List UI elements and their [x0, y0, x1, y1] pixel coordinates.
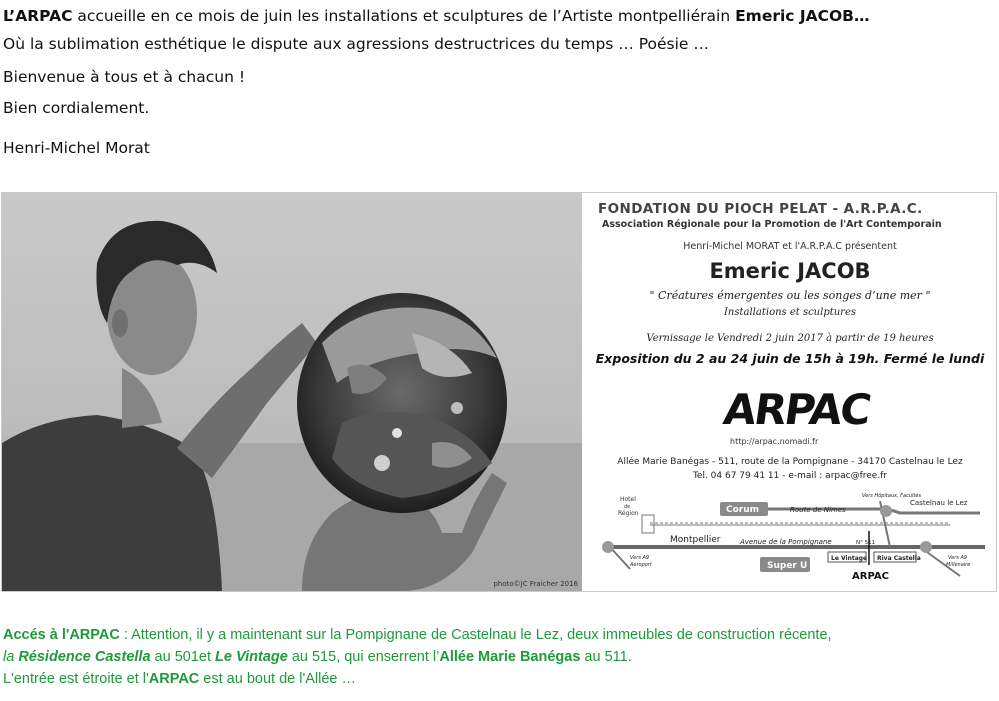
photo-illustration [2, 193, 582, 591]
vernissage-line: Vernissage le Vendredi 2 juin 2017 à partir de 19 heures [646, 333, 934, 344]
map-hotel-region-block [642, 515, 654, 533]
map-label-a9-millenaire-1: Vers A9 [948, 555, 968, 561]
artist-name: Emeric JACOB… [735, 7, 870, 25]
intro-text: accueille en ce mois de juin les installations et sculptures de l’Artiste montpelliérain [72, 7, 736, 25]
artist-title: Emeric JACOB [709, 259, 871, 283]
access-text-515: au 515, qui enserrent l’ [287, 649, 440, 665]
photo-credit: photo©JC Fraicher 2016 [493, 580, 578, 588]
map-label-super-u: Super U [767, 561, 808, 571]
access-line-2 [3, 646, 997, 668]
access-map [590, 491, 990, 589]
map-arpac-mini-logo: ARPAC [852, 571, 889, 582]
intro-line-2: Où la sublimation esthétique le dispute aux agressions destructrices du temps … Poésie … [3, 35, 709, 53]
access-text-511: au 511. [580, 649, 632, 665]
access-text-la: la [3, 649, 19, 665]
access-line-3 [3, 668, 997, 690]
intro-line-1 [3, 6, 870, 26]
access-arpac-2: ARPAC [148, 671, 200, 687]
intro-line-3: Bienvenue à tous et à chacun ! [3, 68, 246, 86]
map-label-a9-millenaire-2: Millénaire [946, 562, 971, 568]
map-label-riva: Riva Castella [877, 555, 921, 562]
signature: Henri-Michel Morat [3, 139, 150, 157]
artist-photo [2, 193, 582, 591]
fondation-title: FONDATION DU PIOCH PELAT - A.R.P.A.C. [598, 201, 923, 217]
access-text-1: : Attention, il y a maintenant sur la Pompignane de Castelnau le Lez, deux immeubles de construction récente, [119, 627, 832, 643]
association-name: Association Régionale pour la Promotion de l'Art Contemporain [602, 219, 942, 230]
exhibition-banner [1, 192, 997, 592]
access-text-bout: est au bout de l'Allée … [199, 671, 357, 687]
presents-line: Henri-Michel MORAT et l'A.R.P.A.C présentent [683, 241, 897, 252]
arpac-logo [720, 385, 873, 443]
map-label-de: de [624, 504, 631, 510]
map-roundabout-2 [602, 541, 614, 553]
map-label-a9-aeroport-1: Vers A9 [630, 555, 650, 561]
intro-line-4: Bien cordialement. [3, 99, 150, 117]
arpac-logo-text: ARPAC [720, 385, 873, 434]
access-vintage: Le Vintage [215, 649, 288, 665]
map-label-hopitaux: Vers Hôpitaux, Facultés [862, 493, 922, 499]
exhibition-info-panel [584, 193, 996, 591]
access-allee: Allée Marie Banégas [439, 649, 581, 665]
access-arpac: ARPAC [69, 627, 120, 643]
map-label-a9-aeroport-2: Aéroport [630, 562, 652, 568]
map-label-hotel: Hotel [620, 496, 636, 503]
address-line: Allée Marie Banégas - 511, route de la Pompignane - 34170 Castelnau le Lez [617, 457, 963, 467]
map-roundabout-3 [920, 541, 932, 553]
map-label-avenue: Avenue de la Pompignane [740, 538, 832, 546]
access-notice [3, 624, 997, 690]
access-line-1 [3, 624, 997, 646]
map-label-corum: Corum [726, 505, 760, 515]
access-text-entree: L'entrée est étroite et l' [3, 671, 149, 687]
map-label-montpellier: Montpellier [670, 535, 721, 545]
map-roundabout-1 [880, 505, 892, 517]
contact-line: Tel. 04 67 79 41 11 - e-mail : arpac@free.fr [692, 471, 888, 481]
exposition-dates: Exposition du 2 au 24 juin de 15h à 19h. Fermé le lundi [595, 351, 985, 366]
exhibition-subtitle: " Créatures émergentes ou les songes d’une mer " [649, 289, 931, 302]
access-label: Accés à l' [3, 627, 70, 643]
access-residence: Résidence Castella [18, 649, 151, 665]
map-label-castelnau: Castelnau le Lez [910, 499, 968, 507]
access-text-501: au 501et [150, 649, 216, 665]
arpac-name: L’ARPAC [3, 7, 73, 25]
map-label-region: Région [618, 510, 639, 517]
website-url: http://arpac.nomadi.fr [730, 437, 819, 446]
map-label-vintage: Le Vintage [831, 555, 868, 562]
installations-label: Installations et sculptures [723, 307, 857, 318]
map-label-route-nimes: Route de Nimes [790, 506, 846, 514]
map-label-numero: N° 511 [856, 540, 876, 546]
